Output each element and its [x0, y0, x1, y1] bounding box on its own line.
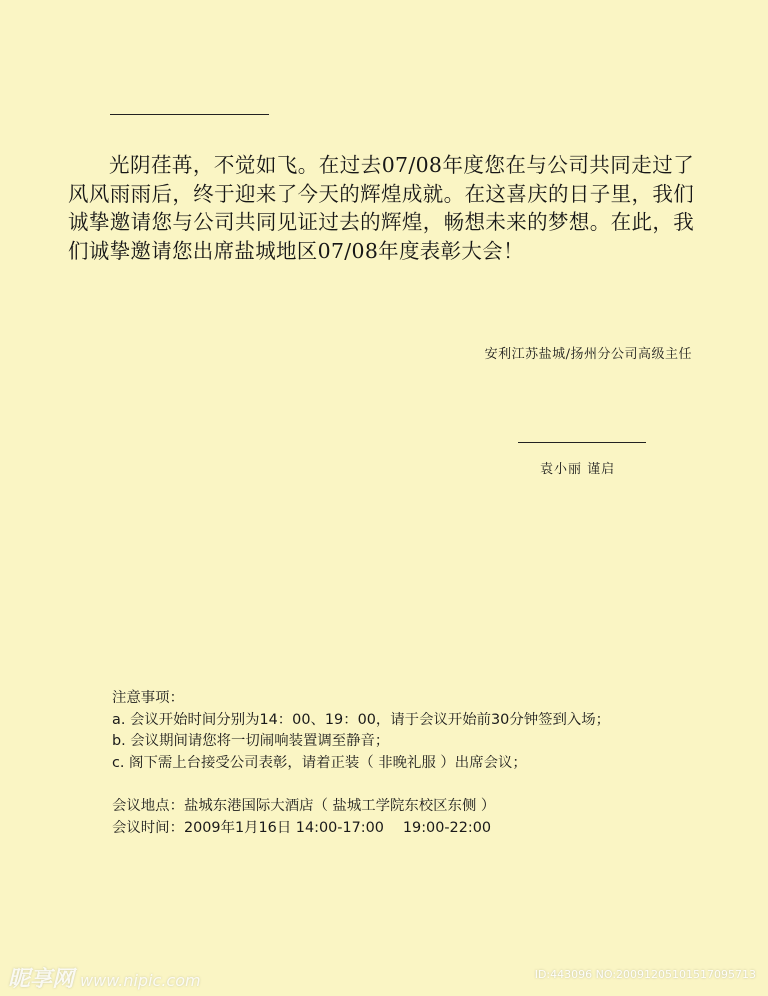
watermark-logo	[8, 962, 201, 993]
notes-item-c: c. 阁下需上台接受公司表彰，请着正装（ 非晚礼服 ）出席会议；	[112, 754, 527, 771]
sender-title: 安利江苏盐城/扬州分公司高级主任	[484, 347, 692, 362]
watermark-id: ID:443096 NO:20091205101517095713	[534, 968, 756, 981]
notes-section	[112, 688, 610, 839]
notes-spacer	[112, 774, 610, 796]
watermark-brand: 昵享网	[8, 967, 75, 992]
notes-item-a: a. 会议开始时间分别为14：00、19：00，请于会议开始前30分钟签到入场；	[112, 711, 611, 728]
notes-item-b: b. 会议期间请您将一切闹响装置调至静音；	[112, 733, 390, 750]
notes-heading: 注意事项：	[112, 690, 184, 706]
signature: 袁小丽 谨启	[540, 462, 616, 477]
meeting-venue: 会议地点：盐城东港国际大酒店（ 盐城工学院东校区东侧 ）	[112, 797, 496, 814]
signature-line	[518, 442, 646, 443]
watermark-site: www.nipic.com	[80, 971, 201, 990]
letter-body: 光阴荏苒，不觉如飞。在过去07/08年度您在与公司共同走过了风风雨雨后，终于迎来了今天的辉煌成就。在这喜庆的日子里，我们诚挚邀请您与公司共同见证过去的辉煌，畅想未来的梦想。在此，我们诚挚邀请您出席盐城地区07/08年度表彰大会！	[68, 153, 694, 263]
top-divider-line	[110, 114, 269, 115]
meeting-time: 会议时间：2009年1月16日 14:00-17:00 19:00-22:00	[112, 819, 492, 836]
